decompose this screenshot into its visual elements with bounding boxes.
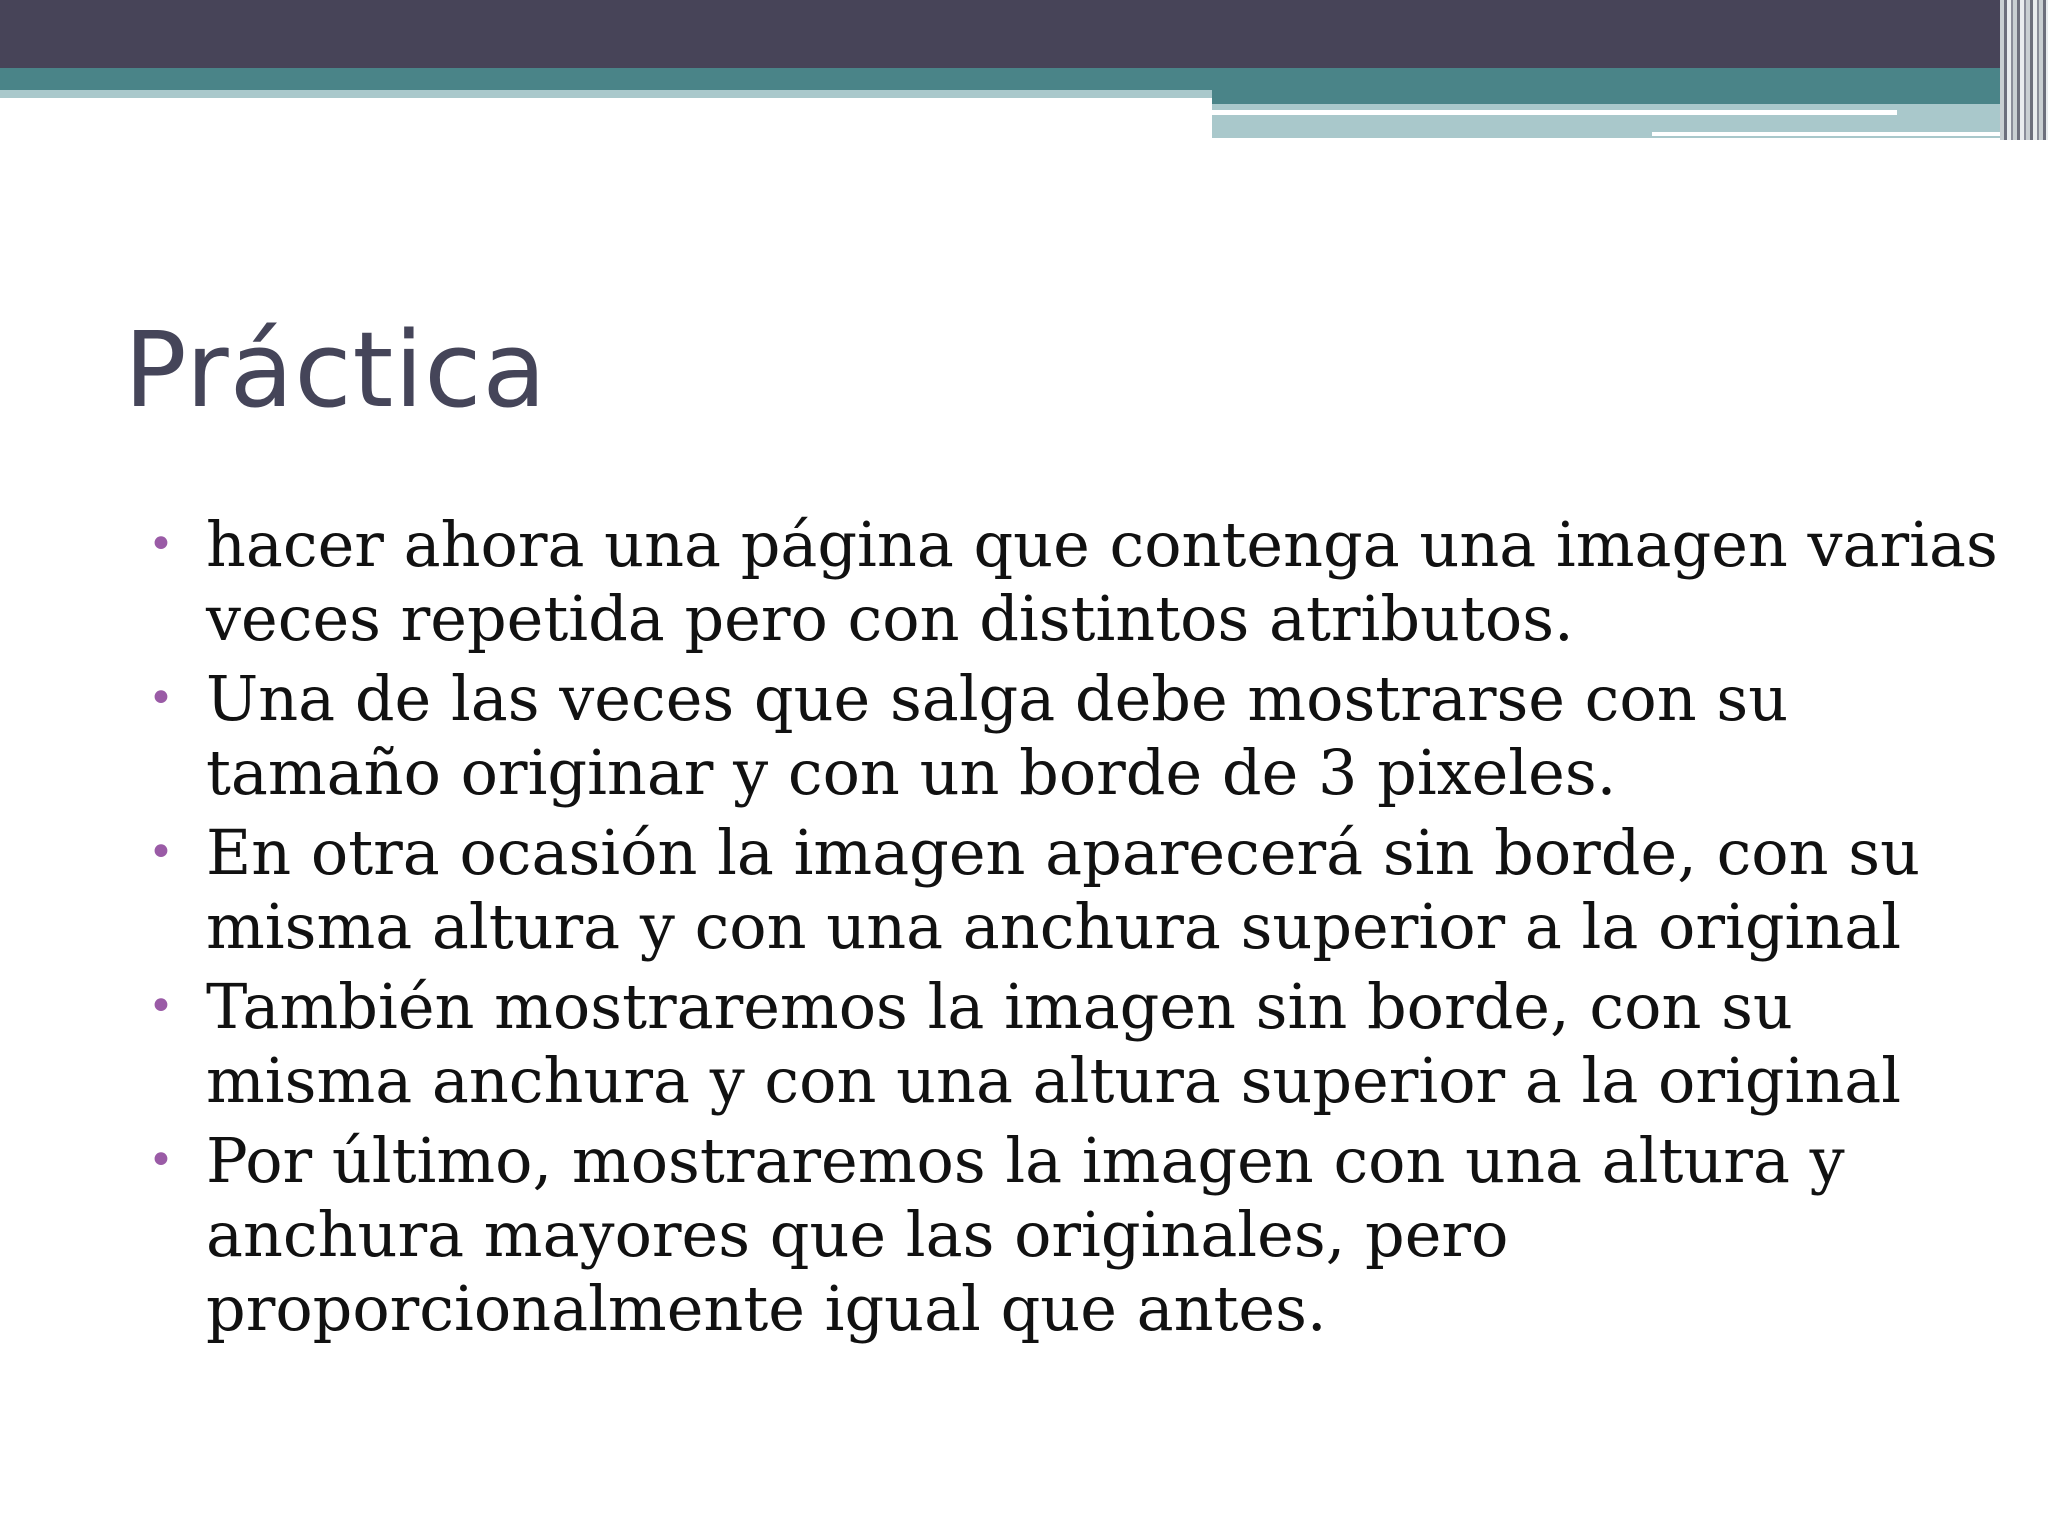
slide-title: Práctica — [124, 309, 548, 431]
bullet-text: Por último, mostraremos la imagen con una altura y anchura mayores que las originales, pero proporcionalmente igual que antes. — [206, 1124, 1845, 1345]
header-side-stripes — [2000, 0, 2048, 140]
bullet-text: En otra ocasión la imagen aparecerá sin borde, con su misma altura y con una anchura superior a la original — [206, 816, 1921, 963]
bullet-list — [148, 508, 2008, 1352]
bullet-icon: • — [148, 673, 174, 724]
header-white-line — [1212, 110, 1897, 115]
header-band-teal-right — [1212, 90, 2004, 104]
bullet-item — [148, 662, 2008, 810]
bullet-item — [148, 1124, 2008, 1346]
bullet-icon: • — [148, 827, 174, 878]
header-white-line-short — [1652, 132, 2004, 136]
header-band-dark — [0, 0, 2048, 68]
header-band-teal — [0, 68, 2048, 90]
bullet-item — [148, 970, 2008, 1118]
bullet-item — [148, 508, 2008, 656]
bullet-text: También mostraremos la imagen sin borde, con su misma anchura y con una altura superior a la original — [206, 970, 1902, 1117]
header-band-light-left — [0, 90, 1212, 98]
bullet-text: hacer ahora una página que contenga una imagen varias veces repetida pero con distintos atributos. — [206, 508, 1998, 655]
bullet-icon: • — [148, 1135, 174, 1186]
bullet-text: Una de las veces que salga debe mostrarse con su tamaño originar y con un borde de 3 pixeles. — [206, 662, 1789, 809]
bullet-icon: • — [148, 519, 174, 570]
bullet-icon: • — [148, 981, 174, 1032]
bullet-item — [148, 816, 2008, 964]
